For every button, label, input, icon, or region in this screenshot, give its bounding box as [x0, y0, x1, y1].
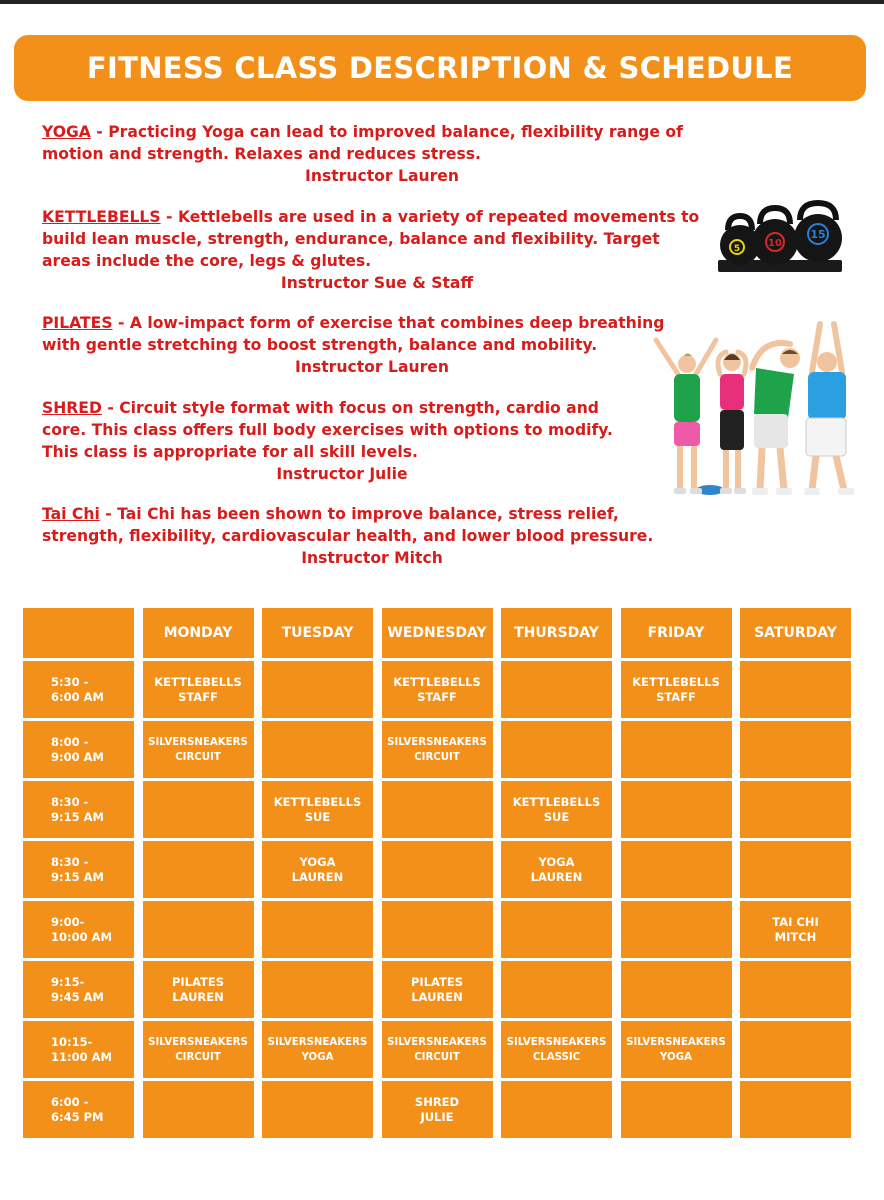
class-cell: KETTLEBELLS SUE: [501, 781, 612, 838]
class-text: - A low-impact form of exercise that combines deep breathing with gentle stretching to boost strength, balance and mobility.: [42, 314, 665, 354]
empty-cell: [621, 841, 732, 898]
class-cell: SILVERSNEAKERS YOGA: [262, 1021, 373, 1078]
empty-cell: [262, 961, 373, 1018]
empty-cell: [382, 901, 493, 958]
class-instructor: Instructor Sue & Staff: [280, 274, 474, 292]
time-slot: 8:30 - 9:15 AM: [23, 781, 134, 838]
empty-cell: [501, 1081, 612, 1138]
class-description-yoga: [42, 121, 722, 187]
class-cell: SHRED JULIE: [382, 1081, 493, 1138]
day-header: THURSDAY: [501, 608, 612, 658]
time-slot: 9:15- 9:45 AM: [23, 961, 134, 1018]
empty-cell: [740, 1021, 851, 1078]
class-instructor: Instructor Julie: [276, 465, 408, 483]
day-header: TUESDAY: [262, 608, 373, 658]
time-slot: 8:00 - 9:00 AM: [23, 721, 134, 778]
weight-label: 5: [733, 244, 741, 254]
class-cell: KETTLEBELLS STAFF: [143, 661, 254, 718]
class-cell: SILVERSNEAKERS CIRCUIT: [143, 721, 254, 778]
empty-cell: [143, 841, 254, 898]
empty-cell: [621, 721, 732, 778]
class-cell: KETTLEBELLS STAFF: [382, 661, 493, 718]
empty-cell: [740, 1081, 851, 1138]
schedule-table: [23, 608, 857, 1140]
people-exercising-image: [644, 318, 856, 502]
weight-label: 10: [768, 238, 782, 249]
class-instructor: Instructor Lauren: [295, 358, 449, 376]
class-name: KETTLEBELLS: [42, 208, 161, 226]
empty-cell: [621, 961, 732, 1018]
empty-cell: [262, 721, 373, 778]
class-text: - Circuit style format with focus on strength, cardio and core. This class offers full body exercises with options to modify. This class is appropriate for all skill levels.: [42, 399, 613, 461]
empty-cell: [262, 901, 373, 958]
time-slot: 9:00- 10:00 AM: [23, 901, 134, 958]
empty-cell: [382, 781, 493, 838]
empty-cell: [621, 901, 732, 958]
page-title: FITNESS CLASS DESCRIPTION & SCHEDULE: [86, 51, 794, 85]
empty-cell: [621, 1081, 732, 1138]
schedule-corner-cell: [23, 608, 134, 658]
class-name: SHRED: [42, 399, 102, 417]
class-cell: YOGA LAUREN: [262, 841, 373, 898]
empty-cell: [740, 781, 851, 838]
class-text: - Tai Chi has been shown to improve balance, stress relief, strength, flexibility, cardiovascular health, and lower blood pressure.: [42, 505, 654, 545]
class-description-kettlebells: [42, 206, 712, 294]
class-text: - Practicing Yoga can lead to improved balance, flexibility range of motion and strength. Relaxes and reduces stress.: [42, 123, 683, 163]
empty-cell: [382, 841, 493, 898]
top-border: [0, 0, 884, 4]
class-cell: SILVERSNEAKERS YOGA: [621, 1021, 732, 1078]
kettlebells-image: [716, 200, 844, 276]
empty-cell: [621, 781, 732, 838]
class-cell: TAI CHI MITCH: [740, 901, 851, 958]
class-instructor: Instructor Lauren: [305, 167, 459, 185]
empty-cell: [501, 661, 612, 718]
title-banner: [14, 35, 866, 101]
class-cell: KETTLEBELLS STAFF: [621, 661, 732, 718]
empty-cell: [501, 721, 612, 778]
class-cell: SILVERSNEAKERS CIRCUIT: [382, 721, 493, 778]
day-header: WEDNESDAY: [382, 608, 493, 658]
class-cell: PILATES LAUREN: [382, 961, 493, 1018]
time-slot: 10:15- 11:00 AM: [23, 1021, 134, 1078]
class-cell: SILVERSNEAKERS CLASSIC: [501, 1021, 612, 1078]
time-slot: 6:00 - 6:45 PM: [23, 1081, 134, 1138]
class-cell: SILVERSNEAKERS CIRCUIT: [382, 1021, 493, 1078]
empty-cell: [740, 661, 851, 718]
empty-cell: [262, 1081, 373, 1138]
empty-cell: [262, 661, 373, 718]
day-header: FRIDAY: [621, 608, 732, 658]
time-slot: 5:30 - 6:00 AM: [23, 661, 134, 718]
empty-cell: [501, 961, 612, 1018]
class-text: - Kettlebells are used in a variety of repeated movements to build lean muscle, strength, endurance, balance and flexibility. Target areas include the core, legs & glutes.: [42, 208, 700, 270]
empty-cell: [740, 841, 851, 898]
class-cell: KETTLEBELLS SUE: [262, 781, 373, 838]
weight-label: 15: [810, 228, 826, 241]
class-description-shred: [42, 397, 642, 485]
empty-cell: [740, 721, 851, 778]
class-name: YOGA: [42, 123, 91, 141]
empty-cell: [143, 781, 254, 838]
class-cell: YOGA LAUREN: [501, 841, 612, 898]
class-cell: PILATES LAUREN: [143, 961, 254, 1018]
empty-cell: [501, 901, 612, 958]
class-name: Tai Chi: [42, 505, 100, 523]
class-description-pilates: [42, 312, 702, 378]
day-header: SATURDAY: [740, 608, 851, 658]
class-description-tai-chi: [42, 503, 702, 569]
time-slot: 8:30 - 9:15 AM: [23, 841, 134, 898]
empty-cell: [143, 901, 254, 958]
empty-cell: [740, 961, 851, 1018]
empty-cell: [143, 1081, 254, 1138]
class-name: PILATES: [42, 314, 113, 332]
class-instructor: Instructor Mitch: [301, 549, 443, 567]
class-cell: SILVERSNEAKERS CIRCUIT: [143, 1021, 254, 1078]
day-header: MONDAY: [143, 608, 254, 658]
